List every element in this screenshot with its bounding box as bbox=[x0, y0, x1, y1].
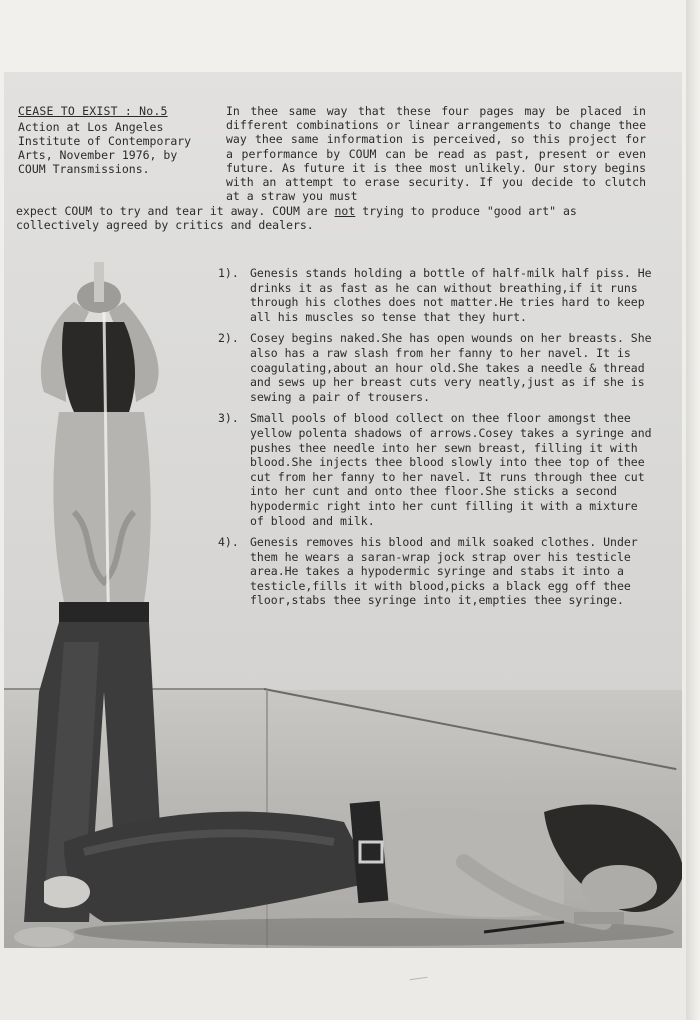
article-caption: Action at Los Angeles Institute of Contemporary Arts, November 1976, by COUM Transmissions. bbox=[18, 120, 192, 176]
step-item bbox=[218, 535, 658, 608]
intro-tail-underlined: not bbox=[334, 204, 356, 218]
article-title: CEASE TO EXIST : No.5 bbox=[18, 104, 168, 118]
intro-paragraph-continued bbox=[16, 204, 656, 232]
step-number: 3). bbox=[218, 411, 239, 426]
step-number: 1). bbox=[218, 266, 239, 280]
step-text: Cosey begins naked.She has open wounds on her breasts. She also has a raw slash from her fanny to her navel. It is coagulating,about an hour old.She takes a needle & thread and sews up her breast cuts very neatly,just as if she is sewing a pair of trousers. bbox=[250, 331, 652, 404]
step-text: Small pools of blood collect on thee floor amongst thee yellow polenta shadows of arrows.Cosey takes a syringe and pushes thee needle into her sewn breast, filling it with blood.She injects thee blood slowly into thee top of thee cut from her fanny to her navel. It runs through thee cut into her cunt and onto thee floor.She sticks a second hypodermic right into her cunt filling it with a mixture of blood and milk. bbox=[250, 411, 652, 528]
step-number: 2). bbox=[218, 331, 239, 346]
text-layer bbox=[4, 72, 682, 948]
performance-steps bbox=[218, 266, 658, 615]
step-item bbox=[218, 266, 658, 324]
page-edge bbox=[686, 0, 700, 1020]
intro-tail-after: trying to produce "good art" as collectively agreed by critics and dealers. bbox=[16, 204, 577, 233]
step-text: Genesis stands holding a bottle of half-milk half piss. He drinks it as fast as he can without breathing,if it runs through his clothes does not matter.He tries hard to keep all his muscles so tense that they hurt. bbox=[250, 266, 652, 324]
step-number: 4). bbox=[218, 535, 239, 550]
step-text: Genesis removes his blood and milk soaked clothes. Under them he wears a saran-wrap jock strap over his testicle area.He takes a hypodermic syringe and stabs it into a testicle,fills it with blood,picks a black egg off thee floor,stabs thee syringe into it,empties thee syringe. bbox=[250, 535, 638, 608]
intro-paragraph: In thee same way that these four pages may be placed in different combinations or linear arrangements to change thee way thee same information is perceived, so this project for a performance by COUM can be read as past, present or even future. As future it is thee most unlikely. Our story begins with an attempt to erase security. If you decide to clutch at a straw you must bbox=[226, 104, 646, 204]
step-item bbox=[218, 331, 658, 404]
intro-tail-before: expect COUM to try and tear it away. COUM are bbox=[16, 204, 335, 218]
step-item bbox=[218, 411, 658, 528]
paper-mark bbox=[410, 977, 429, 986]
